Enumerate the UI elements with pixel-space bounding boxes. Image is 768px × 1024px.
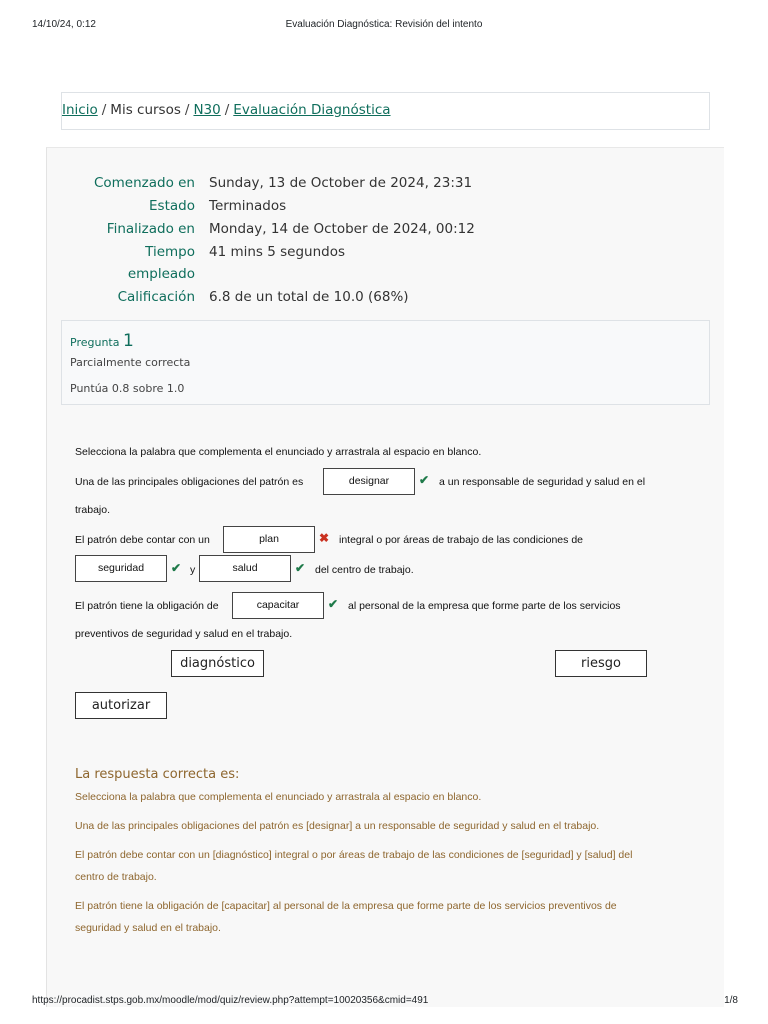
sentence2-before: El patrón debe contar con un <box>75 534 210 546</box>
print-datetime: 14/10/24, 0:12 <box>32 19 96 30</box>
feedback-title: La respuesta correcta es: <box>75 767 240 782</box>
print-url: https://procadist.stps.gob.mx/moodle/mod/quiz/review.php?attempt=10020356&cmid=491 <box>32 995 429 1006</box>
sentence2-after: integral o por áreas de trabajo de las condiciones de <box>339 534 583 546</box>
breadcrumb-separator: / <box>224 102 230 118</box>
check-icon: ✔ <box>295 561 306 575</box>
cross-icon: ✖ <box>319 531 330 545</box>
started-label: Comenzado en <box>93 175 195 191</box>
feedback-line: seguridad y salud en el trabajo. <box>75 922 221 934</box>
breadcrumb-separator: / <box>184 102 190 118</box>
question-label-text: Pregunta <box>70 336 120 349</box>
time-value: 41 mins 5 segundos <box>209 244 346 260</box>
sentence2-end: del centro de trabajo. <box>315 564 414 576</box>
sentence3-wrap: preventivos de seguridad y salud en el trabajo. <box>75 628 293 640</box>
drop-zone-designar[interactable]: designar <box>323 468 415 495</box>
state-value: Terminados <box>209 198 287 214</box>
time-label-line1: Tiempo <box>145 244 195 260</box>
time-label-line2: empleado <box>127 266 195 282</box>
drop-zone-capacitar[interactable]: capacitar <box>232 592 324 619</box>
choice-diagnostico[interactable]: diagnóstico <box>171 650 264 677</box>
sentence2-y: y <box>190 564 196 576</box>
sentence3-after: al personal de la empresa que forme parte de los servicios <box>348 600 621 612</box>
feedback-line: centro de trabajo. <box>75 871 157 883</box>
drop-zone-seguridad[interactable]: seguridad <box>75 555 167 582</box>
breadcrumb-my-courses: Mis cursos <box>110 102 181 118</box>
grade-value: 6.8 de un total de 10.0 (68%) <box>209 289 409 305</box>
sentence1-after: a un responsable de seguridad y salud en el <box>439 476 646 488</box>
sentence3-before: El patrón tiene la obligación de <box>75 600 219 612</box>
breadcrumb-course-link[interactable]: N30 <box>193 102 221 118</box>
question-info <box>61 320 710 405</box>
choice-autorizar[interactable]: autorizar <box>75 692 167 719</box>
drop-zone-salud[interactable]: salud <box>199 555 291 582</box>
question-number: 1 <box>122 331 134 351</box>
question-state: Parcialmente correcta <box>70 356 191 369</box>
question-label <box>70 331 134 351</box>
breadcrumb-quiz-link[interactable]: Evaluación Diagnóstica <box>233 102 391 118</box>
sentence1-before: Una de las principales obligaciones del patrón es <box>75 476 304 488</box>
drop-zone-plan[interactable]: plan <box>223 526 315 553</box>
feedback-line: El patrón tiene la obligación de [capacitar] al personal de la empresa que forme parte de los servicios preventivos de <box>75 900 617 912</box>
finished-label: Finalizado en <box>106 221 195 237</box>
print-page-title: Evaluación Diagnóstica: Revisión del intento <box>285 19 483 30</box>
feedback-line: El patrón debe contar con un [diagnóstico] integral o por áreas de trabajo de las condiciones de [seguridad] y [salud] del <box>75 849 633 861</box>
breadcrumb <box>61 92 710 130</box>
finished-value: Monday, 14 de October de 2024, 00:12 <box>209 221 475 237</box>
question-instruction: Selecciona la palabra que complementa el enunciado y arrastrala al espacio en blanco. <box>75 446 482 458</box>
feedback-line: Selecciona la palabra que complementa el enunciado y arrastrala al espacio en blanco. <box>75 791 482 803</box>
started-value: Sunday, 13 de October de 2024, 23:31 <box>209 175 473 191</box>
print-footer <box>0 995 768 1009</box>
choice-riesgo[interactable]: riesgo <box>555 650 647 677</box>
print-page-number: 1/8 <box>724 995 738 1006</box>
check-icon: ✔ <box>328 597 339 611</box>
check-icon: ✔ <box>171 561 182 575</box>
question-grade: Puntúa 0.8 sobre 1.0 <box>70 382 185 395</box>
breadcrumb-home-link[interactable]: Inicio <box>62 102 98 118</box>
state-label: Estado <box>149 198 195 214</box>
check-icon: ✔ <box>419 473 430 487</box>
grade-label: Calificación <box>117 289 195 305</box>
sentence1-wrap: trabajo. <box>75 504 111 516</box>
feedback-line: Una de las principales obligaciones del patrón es [designar] a un responsable de seguridad y salud en el trabajo. <box>75 820 600 832</box>
print-header <box>0 19 768 33</box>
breadcrumb-separator: / <box>101 102 107 118</box>
